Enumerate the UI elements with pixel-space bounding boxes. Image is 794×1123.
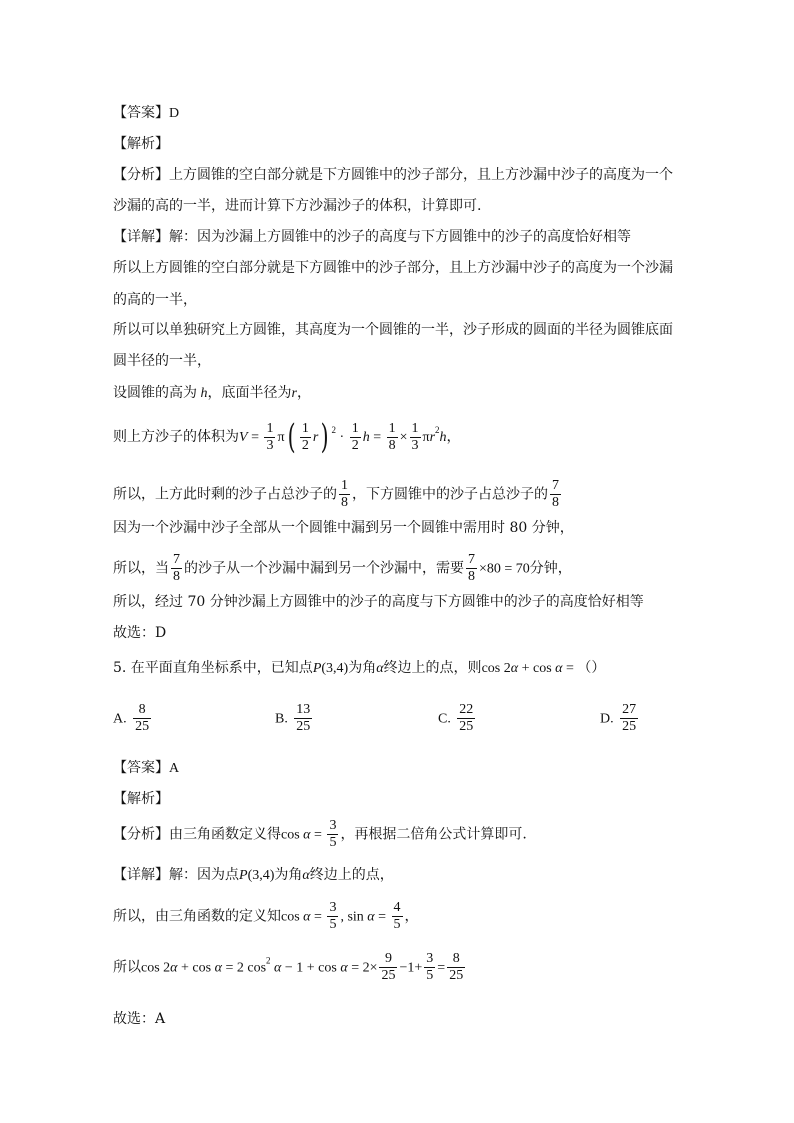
option-b[interactable]: B. $\frac{13}{25}$: [275, 702, 311, 734]
solution-line-10: 所以，经过 70 分钟沙漏上方圆锥中的沙子的高度与下方圆锥中的沙子的高度恰好相等: [113, 594, 644, 610]
fraction: $\frac{7}{8}$: [173, 552, 180, 584]
fenxi-line-2: 沙漏的高的一半，进而计算下方沙漏沙子的体积，计算即可.: [113, 198, 482, 214]
fraction: $\frac{4}{5}$: [393, 900, 401, 932]
fraction: $\frac{1}{2}$: [351, 420, 359, 453]
solution-line-5: 设圆锥的高为 h，底面半径为r，: [113, 385, 311, 401]
answer-line: 【答案】D: [113, 105, 180, 121]
option-a[interactable]: A. $\frac{8}{25}$: [113, 702, 150, 734]
fraction: $\frac{9}{25}$: [381, 951, 396, 983]
option-fraction: $\frac{8}{25}$: [135, 702, 150, 734]
fraction: $\frac{1}{2}$: [301, 420, 309, 453]
option-fraction: $\frac{13}{25}$: [296, 702, 311, 734]
fraction: $\frac{7}{8}$: [468, 552, 475, 584]
fraction: $\frac{3}{5}$: [426, 951, 434, 983]
analysis-heading-5: 【解析】: [113, 791, 169, 807]
volume-formula-line: 则上方沙子的体积为V = $\frac{1}{3}$ π( $\frac{1}{2}$ r) $^2$ · $\frac{1}{2}$ h = $\frac{1}{8}$ × $\frac{1}{3}$ $\pi r^2h$，: [113, 417, 461, 457]
solution-line-1: 所以上方圆锥的空白部分就是下方圆锥中的沙子部分，且上方沙漏中沙子的高度为一个沙漏: [113, 260, 673, 276]
xiangjie-line: 【详解】解：因为沙漏上方圆锥中的沙子的高度与下方圆锥中的沙子的高度恰好相等: [113, 229, 631, 245]
option-c[interactable]: C. $\frac{22}{25}$: [438, 702, 474, 734]
fraction: $\frac{3}{5}$: [329, 818, 337, 850]
fraction: $\frac{1}{8}$: [341, 478, 348, 510]
question-5-stem: 5. 在平面直角坐标系中，已知点P(3,4)为角α终边上的点，则cos 2α + cos α = （）: [113, 660, 606, 676]
definition-line: 所以，由三角函数的定义知cos α = $\frac{3}{5}$ , sin α = $\frac{4}{5}$ ，: [113, 900, 419, 932]
solution-line-8: 因为一个沙漏中沙子全部从一个圆锥中漏到另一个圆锥中需用时 80 分钟，: [113, 520, 574, 536]
ratio-line: 所以，上方此时剩的沙子占总沙子的 $\frac{1}{8}$ ，下方圆锥中的沙子占总沙子的 $\frac{7}{8}$: [113, 478, 559, 510]
option-d[interactable]: D. $\frac{27}{25}$: [600, 702, 637, 734]
calculation-line: 所以cos 2α + cos α = 2 $\cos^2 \alpha - 1 + \cos \alpha = 2\times$ $\frac{9}{25}$ −1+ $\frac{3}{5}$ = $\frac{8}{25}$: [113, 951, 464, 983]
fenxi-line-1: 【分析】上方圆锥的空白部分就是下方圆锥中的沙子部分，且上方沙漏中沙子的高度为一个: [113, 167, 673, 183]
fraction: $\frac{7}{8}$: [552, 478, 559, 510]
answer-line-5: 【答案】A: [113, 760, 180, 776]
option-fraction: $\frac{22}{25}$: [459, 702, 474, 734]
choice-line: 故选：D: [113, 625, 167, 641]
option-fraction: $\frac{27}{25}$: [622, 702, 637, 734]
fraction: $\frac{1}{3}$: [266, 420, 274, 453]
fenxi-line-5: 【分析】由三角函数定义得cos α = $\frac{3}{5}$ ，再根据二倍角公式计算即可.: [113, 818, 527, 850]
solution-line-3: 所以可以单独研究上方圆锥，其高度为一个圆锥的一半，沙子形成的圆面的半径为圆锥底面: [113, 322, 673, 338]
solution-line-2: 的高的一半，: [113, 292, 197, 308]
choice-line-5: 故选：A: [113, 1011, 166, 1027]
fraction: $\frac{8}{25}$: [449, 951, 464, 983]
fraction: $\frac{1}{8}$: [388, 420, 396, 453]
fraction: $\frac{1}{3}$: [411, 420, 419, 453]
time-line: 所以，当 $\frac{7}{8}$ 的沙子从一个沙漏中漏到另一个沙漏中，需要 $\frac{7}{8}$ ×80 = 70分钟，: [113, 552, 572, 584]
analysis-heading: 【解析】: [113, 136, 169, 152]
solution-line-4: 圆半径的一半，: [113, 353, 211, 369]
fraction: $\frac{3}{5}$: [329, 900, 337, 932]
xiangjie-line-5: 【详解】解：因为点P(3,4)为角α终边上的点，: [113, 867, 394, 883]
